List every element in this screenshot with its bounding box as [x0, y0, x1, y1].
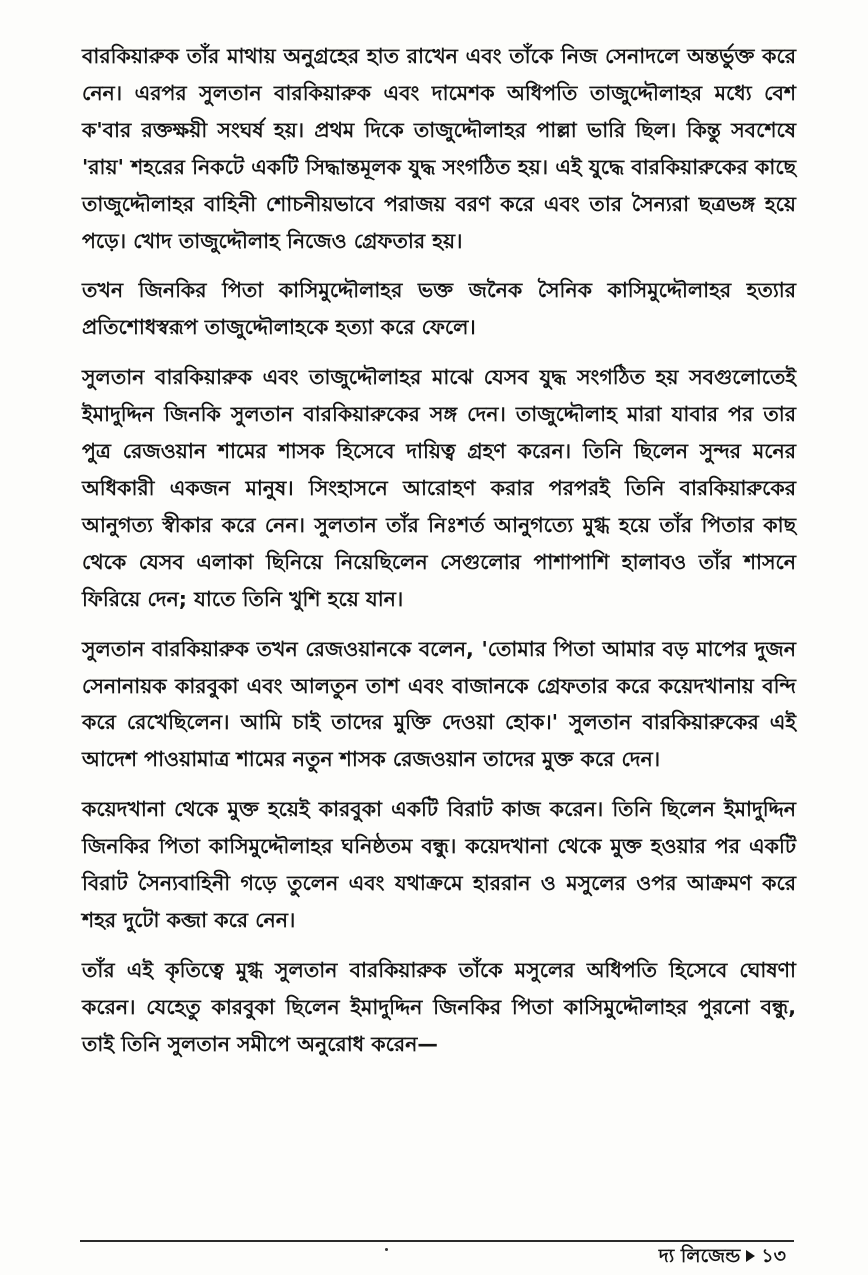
- running-title: দ্য লিজেন্ড: [658, 1245, 741, 1267]
- paragraph: সুলতান বারকিয়ারুক এবং তাজুদ্দৌলাহর মাঝে যেসব যুদ্ধ সংগঠিত হয় সবগুলোতেই ইমাদুদ্দিন জিনকি সুলতান বারকিয়ারুকের সঙ্গ দেন। তাজুদ্দৌলাহ মারা যাবার পর তার পুত্র রেজওয়ান শামের শাসক হিসেবে দায়িত্ব গ্রহণ করেন। তিনি ছিলেন সুন্দর মনের অধিকারী একজন মানুষ। সিংহাসনে আরোহণ করার পরপরই তিনি বারকিয়ারুকের আনুগত্য স্বীকার করে নেন। সুলতান তাঁর নিঃশর্ত আনুগত্যে মুগ্ধ হয়ে তাঁর পিতার কাছ থেকে যেসব এলাকা ছিনিয়ে নিয়েছিলেন সেগুলোর পাশাপাশি হালাবও তাঁর শাসনে ফিরিয়ে দেন; যাতে তিনি খুশি হয়ে যান।: [82, 365, 796, 611]
- triangle-right-icon: [746, 1250, 755, 1262]
- paragraph: তাঁর এই কৃতিত্বে মুগ্ধ সুলতান বারকিয়ারুক তাঁকে মসুলের অধিপতি হিসেবে ঘোষণা করেন। যেহেতু কারবুকা ছিলেন ইমাদুদ্দিন জিনকির পিতা কাসিমুদ্দৌলাহর পুরনো বন্ধু, তাই তিনি সুলতান সমীপে অনুরোধ করেন—: [82, 957, 796, 1056]
- paragraph: সুলতান বারকিয়ারুক তখন রেজওয়ানকে বলেন, 'তোমার পিতা আমার বড় মাপের দুজন সেনানায়ক কারবুকা এবং আলতুন তাশ এবং বাজানকে গ্রেফতার করে কয়েদখানায় বন্দি করে রেখেছিলেন। আমি চাই তাদের মুক্তি দেওয়া হোক।' সুলতান বারকিয়ারুকের এই আদেশ পাওয়ামাত্র শামের নতুন শাসক রেজওয়ান তাদের মুক্ত করে দেন।: [82, 636, 796, 772]
- page-footer: [659, 1244, 786, 1268]
- print-speck: [385, 1248, 388, 1251]
- paragraph: বারকিয়ারুক তাঁর মাথায় অনুগ্রহের হাত রাখেন এবং তাঁকে নিজ সেনাদলে অন্তর্ভুক্ত করে নেন। এরপর সুলতান বারকিয়ারুক এবং দামেশক অধিপতি তাজুদ্দৌলাহর মধ্যে বেশ ক'বার রক্তক্ষয়ী সংঘর্ষ হয়। প্রথম দিকে তাজুদ্দৌলাহর পাল্লা ভারি ছিল। কিন্তু সবশেষে 'রায়' শহরের নিকটে একটি সিদ্ধান্তমূলক যুদ্ধ সংগঠিত হয়। এই যুদ্ধে বারকিয়ারুকের কাছে তাজুদ্দৌলাহর বাহিনী শোচনীয়ভাবে পরাজয় বরণ করে এবং তার সৈন্যরা ছত্রভঙ্গ হয়ে পড়ে। খোদ তাজুদ্দৌলাহ নিজেও গ্রেফতার হয়।: [82, 44, 796, 253]
- paragraph: তখন জিনকির পিতা কাসিমুদ্দৌলাহর ভক্ত জনৈক সৈনিক কাসিমুদ্দৌলাহর হত্যার প্রতিশোধস্বরূপ তাজুদ্দৌলাহকে হত্যা করে ফেলে।: [82, 278, 796, 340]
- page-number: ১৩: [761, 1245, 786, 1267]
- paragraph: কয়েদখানা থেকে মুক্ত হয়েই কারবুকা একটি বিরাট কাজ করেন। তিনি ছিলেন ইমাদুদ্দিন জিনকির পিতা কাসিমুদ্দৌলাহর ঘনিষ্ঠতম বন্ধু। কয়েদখানা থেকে মুক্ত হওয়ার পর একটি বিরাট সৈন্যবাহিনী গড়ে তুলেন এবং যথাক্রমে হাররান ও মসুলের ওপর আক্রমণ করে শহর দুটো কব্জা করে নেন।: [82, 797, 796, 932]
- footer-rule: [80, 1240, 794, 1242]
- body-text: [82, 38, 796, 1076]
